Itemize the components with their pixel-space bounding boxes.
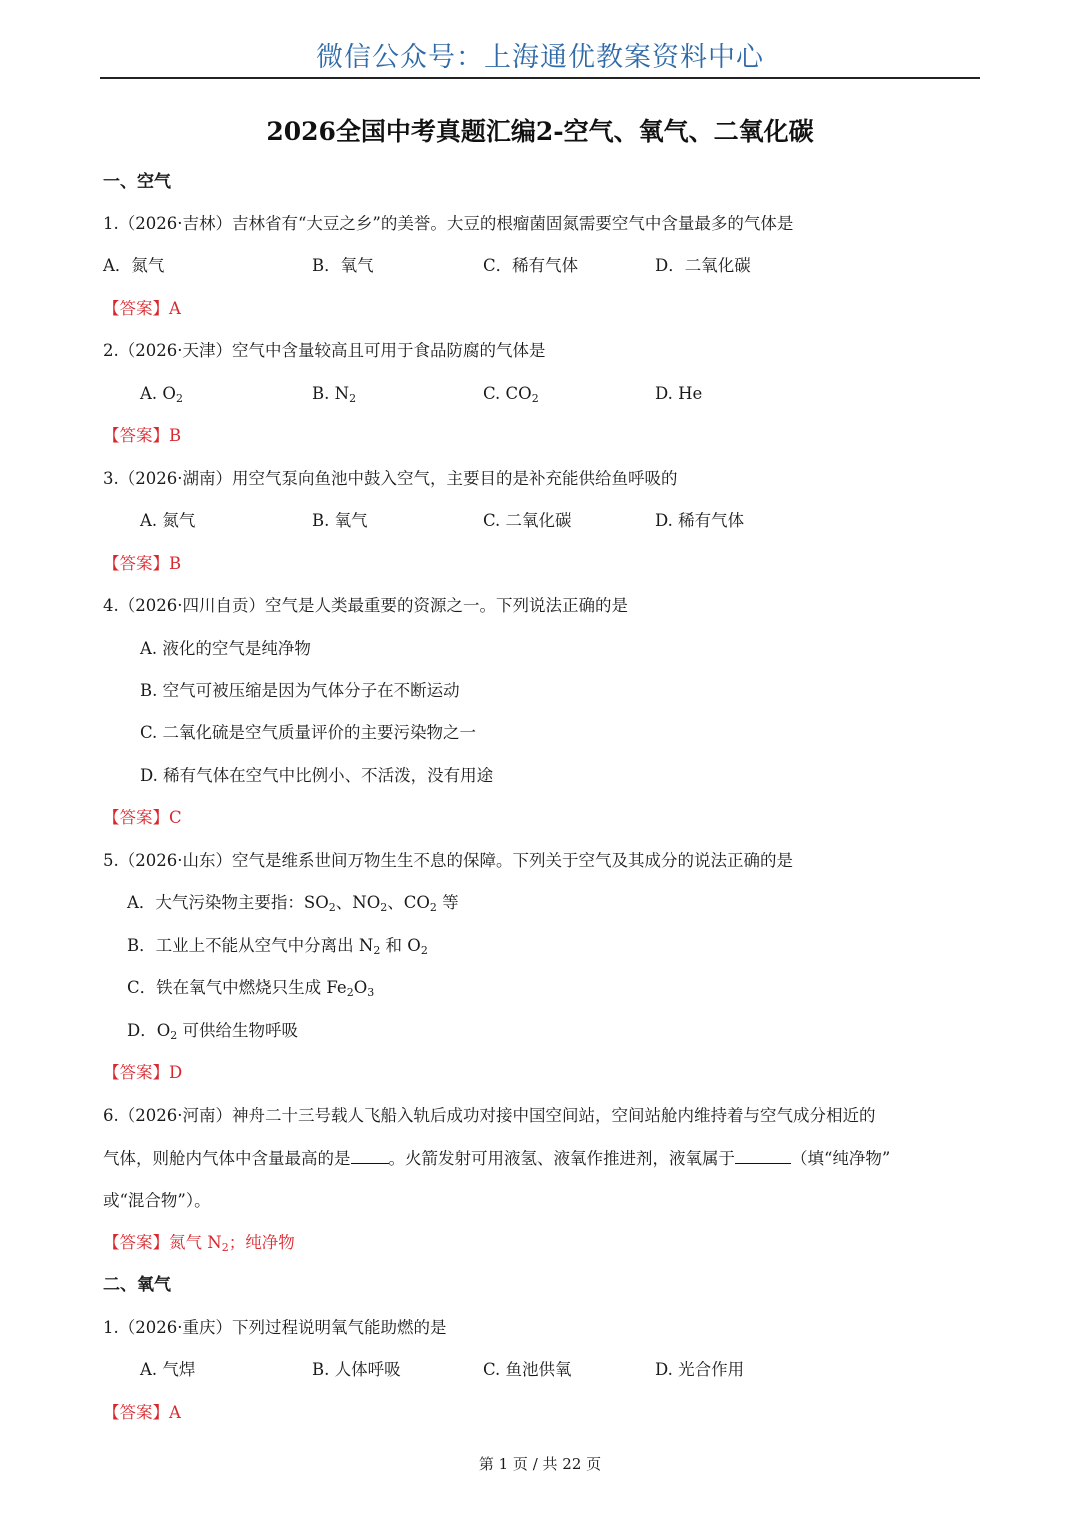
option-a: A. 氮气 xyxy=(140,511,196,530)
answer-line xyxy=(103,296,181,322)
option-c: C. 二氧化硫是空气质量评价的主要污染物之一 xyxy=(140,723,477,742)
option-c: C. $CO_2$ xyxy=(483,384,539,405)
option-d: D．$O_2$ 可供给生物呼吸 xyxy=(127,1021,299,1042)
question-stem: 5.（2026·山东）空气是维系世间万物生生不息的保障。下列关于空气及其成分的说法正确的是 xyxy=(103,851,793,870)
option-a: A．大气污染物主要指：$SO_2$、$NO_2$、$CO_2$ 等 xyxy=(127,893,459,914)
answer-value: 氮气 N xyxy=(169,1233,222,1252)
section-heading-air: 一、空气 xyxy=(103,172,171,192)
answer-value: B xyxy=(169,554,182,573)
option-b: B. $N_2$ xyxy=(312,384,357,405)
answer-value: A xyxy=(169,299,181,318)
answer-label: 【答案】 xyxy=(103,1403,169,1422)
question-stem: 6.（2026·河南）神舟二十三号载人飞船入轨后成功对接中国空间站，空间站舱内维持着与空气成分相近的 xyxy=(103,1106,876,1125)
answer-line xyxy=(103,1060,182,1086)
answer-value: D xyxy=(169,1063,183,1082)
option-b: B．工业上不能从空气中分离出 $N_2$ 和 $O_2$ xyxy=(127,936,428,957)
option-a: A. $O_2$ xyxy=(140,384,183,405)
option-c: C．稀有气体 xyxy=(483,256,579,275)
answer-label: 【答案】 xyxy=(103,554,169,573)
question-stem: 1.（2026·吉林）吉林省有“大豆之乡”的美誉。大豆的根瘤菌固氮需要空气中含量最多的气体是 xyxy=(103,214,794,233)
question-stem-continued: 气体，则舱内气体中含量最高的是 。火箭发射可用液氢、液氧作推进剂，液氧属于 （填“纯净物” xyxy=(103,1145,890,1172)
option-a: A．氮气 xyxy=(103,256,165,275)
question-stem: 1.（2026·重庆）下列过程说明氧气能助燃的是 xyxy=(103,1318,447,1337)
page-number-footer: 第 1 页 / 共 22 页 xyxy=(478,1455,602,1473)
answer-line xyxy=(103,805,182,831)
question-stem-continued: 或“混合物”）。 xyxy=(103,1191,211,1210)
option-d: D. 稀有气体在空气中比例小、不活泼，没有用途 xyxy=(140,766,494,785)
question-stem: 3.（2026·湖南）用空气泵向鱼池中鼓入空气，主要目的是补充能供给鱼呼吸的 xyxy=(103,469,678,488)
option-a: A. 液化的空气是纯净物 xyxy=(140,639,311,658)
option-d: D. He xyxy=(655,384,703,403)
option-b: B．氧气 xyxy=(312,256,374,275)
answer-label: 【答案】 xyxy=(103,1063,169,1082)
fill-blank xyxy=(351,1145,389,1164)
fill-blank xyxy=(735,1145,791,1164)
document-title: 2026全国中考真题汇编2-空气、氧气、二氧化碳 xyxy=(266,117,814,146)
answer-line xyxy=(103,551,181,577)
option-c: C. 鱼池供氧 xyxy=(483,1360,572,1379)
answer-value: A xyxy=(169,1403,181,1422)
option-d: D．二氧化碳 xyxy=(655,256,751,275)
section-heading-oxygen: 二、氧气 xyxy=(103,1275,171,1295)
answer-label: 【答案】 xyxy=(103,426,169,445)
answer-value: C xyxy=(169,808,182,827)
option-a: A. 气焊 xyxy=(140,1360,196,1379)
header-title: 微信公众号：上海通优教案资料中心 xyxy=(316,42,764,73)
option-c: C. 二氧化碳 xyxy=(483,511,572,530)
option-b: B. 氧气 xyxy=(312,511,368,530)
option-b: B. 空气可被压缩是因为气体分子在不断运动 xyxy=(140,681,460,700)
option-d: D. 光合作用 xyxy=(655,1360,745,1379)
answer-label: 【答案】 xyxy=(103,808,169,827)
answer-line xyxy=(103,423,181,449)
option-c: C．铁在氧气中燃烧只生成 $Fe_2O_3$ xyxy=(127,978,375,999)
answer-label: 【答案】 xyxy=(103,1233,169,1252)
answer-value: B xyxy=(169,426,182,445)
answer-label: 【答案】 xyxy=(103,299,169,318)
answer-line xyxy=(103,1400,181,1426)
option-b: B. 人体呼吸 xyxy=(312,1360,401,1379)
option-d: D. 稀有气体 xyxy=(655,511,745,530)
answer-line: 【答案】氮气 $N_2$；纯净物 xyxy=(103,1233,295,1254)
question-stem: 2.（2026·天津）空气中含量较高且可用于食品防腐的气体是 xyxy=(103,341,546,360)
question-stem: 4.（2026·四川自贡）空气是人类最重要的资源之一。下列说法正确的是 xyxy=(103,596,628,615)
header-divider xyxy=(100,77,980,79)
